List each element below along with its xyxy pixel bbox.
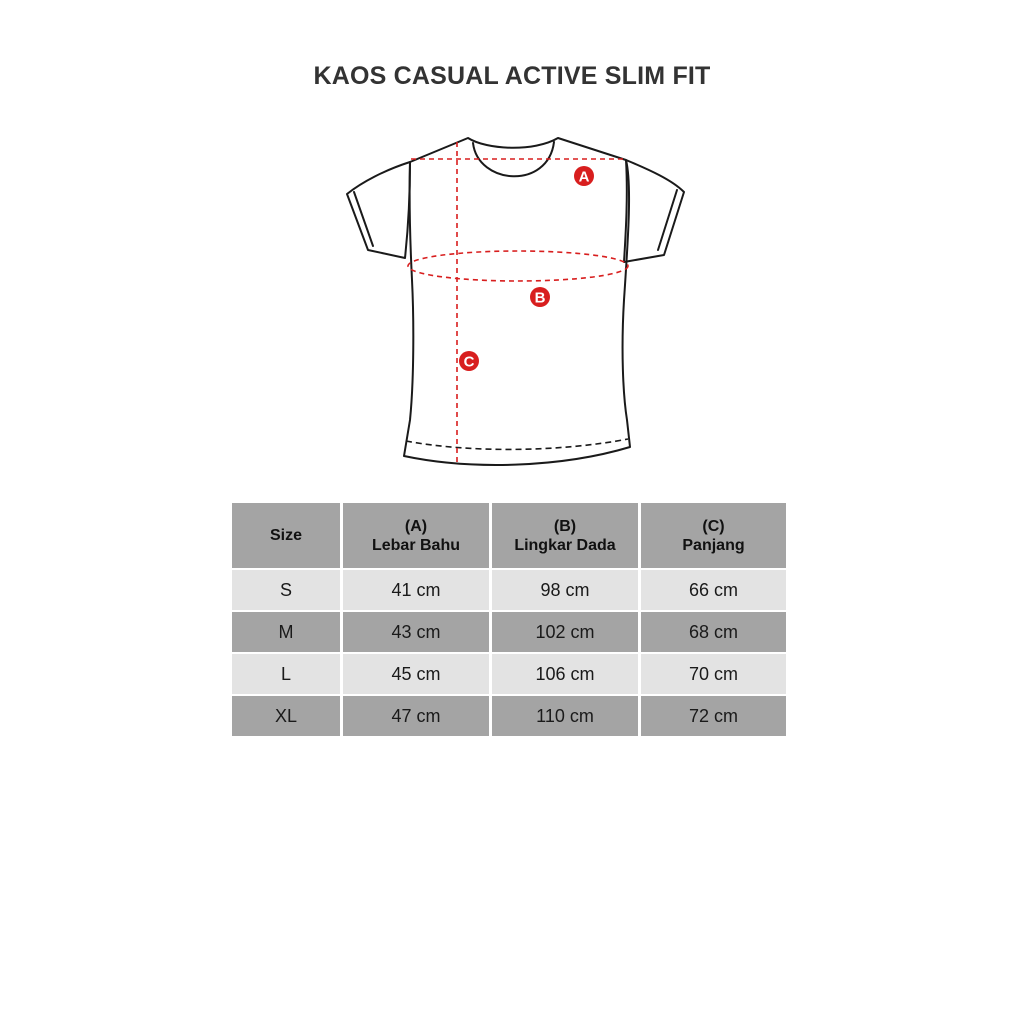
cell-panjang: 68 cm [641,612,786,652]
header-lingkar-dada: (B) Lingkar Dada [492,503,638,568]
cell-lingkar-dada: 98 cm [492,570,638,610]
cell-lingkar-dada: 102 cm [492,612,638,652]
tshirt-body [404,138,630,465]
header-panjang: (C) Panjang [641,503,786,568]
marker-b [530,287,550,307]
size-chart-table [229,501,789,738]
cell-lebar-bahu: 47 cm [343,696,489,736]
cell-panjang: 72 cm [641,696,786,736]
table-row [232,612,786,652]
marker-a [574,166,594,186]
table-row [232,654,786,694]
table-row [232,570,786,610]
cell-size: L [232,654,340,694]
header-size: Size [232,503,340,568]
tshirt-left-sleeve [347,162,410,258]
measurement-guides [408,142,628,462]
table-header-row [232,503,786,568]
marker-c [459,351,479,371]
cell-panjang: 66 cm [641,570,786,610]
cell-lebar-bahu: 43 cm [343,612,489,652]
svg-text:C: C [463,353,475,371]
cell-lebar-bahu: 41 cm [343,570,489,610]
cell-lingkar-dada: 110 cm [492,696,638,736]
chest-circumference-ellipse [408,251,628,281]
cell-size: XL [232,696,340,736]
tshirt-right-sleeve [624,160,684,262]
tshirt-hem-stitch [406,439,628,449]
table-row [232,696,786,736]
svg-text:A: A [578,168,590,186]
cell-lingkar-dada: 106 cm [492,654,638,694]
cell-size: S [232,570,340,610]
cell-panjang: 70 cm [641,654,786,694]
cell-size: M [232,612,340,652]
svg-text:B: B [534,289,546,307]
tshirt-outline [347,138,684,465]
header-lebar-bahu: (A) Lebar Bahu [343,503,489,568]
cell-lebar-bahu: 45 cm [343,654,489,694]
page-title: KAOS CASUAL ACTIVE SLIM FIT [313,62,711,90]
